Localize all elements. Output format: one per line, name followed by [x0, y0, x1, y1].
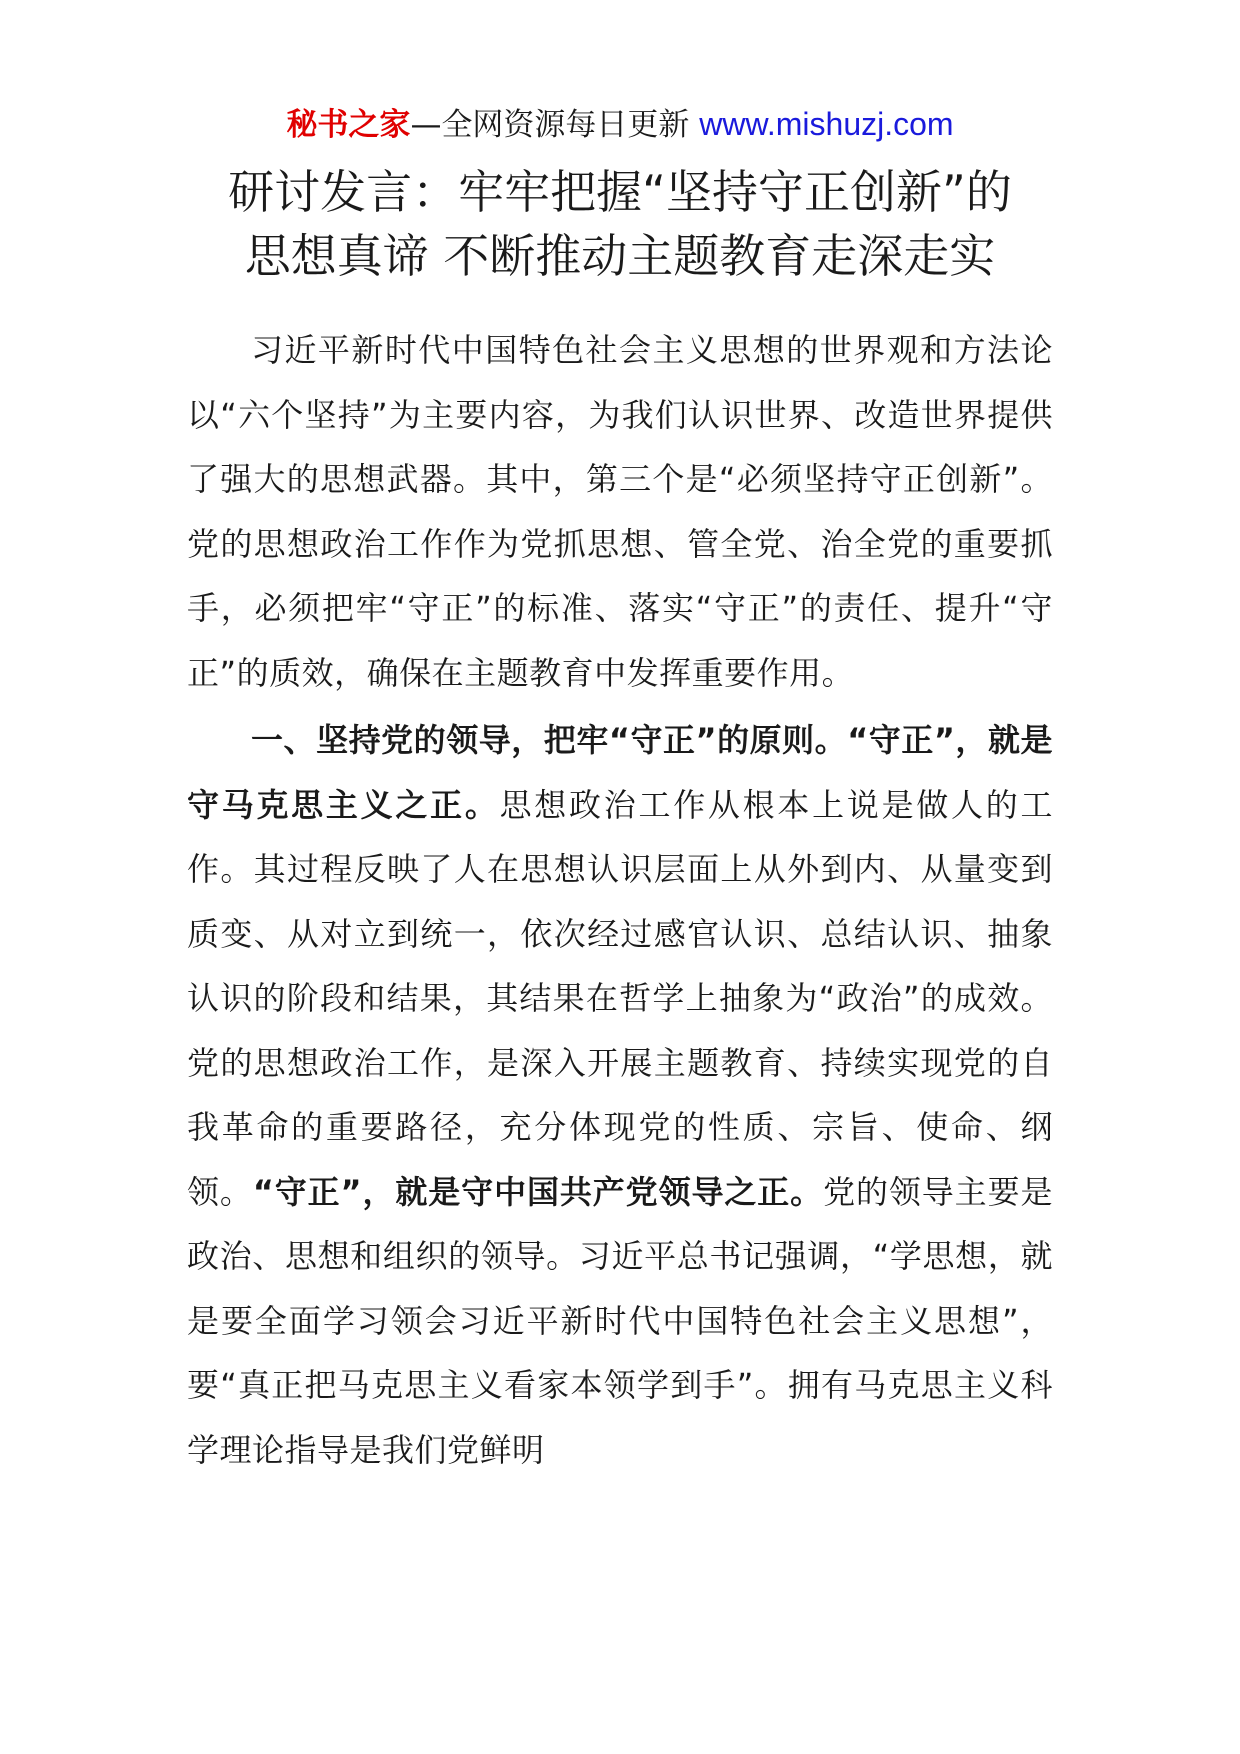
section-1-text-2: 党的领导主要是政治、思想和组织的领导。习近平总书记强调，“学思想，就是要全面学习领会习近平新时代中国特色社会主义思想”，要“真正把马克思主义看家本领学到手”。拥有马克思主义科学理论指导是我们党鲜明	[187, 1172, 1053, 1469]
section-1-heading: 一、坚持党的领导，把牢“守正”的原则。“守正”，就是守马克思主义之正。	[187, 721, 1053, 824]
paragraph-section-1	[187, 708, 1053, 1482]
site-header	[0, 100, 1240, 149]
title-line-2: 思想真谛 不断推动主题教育走深走实	[244, 229, 996, 283]
brand-name: 秘书之家	[286, 107, 411, 143]
paragraph-intro: 习近平新时代中国特色社会主义思想的世界观和方法论以“六个坚持”为主要内容，为我们认识世界、改造世界提供了强大的思想武器。其中，第三个是“必须坚持守正创新”。党的思想政治工作作为党抓思想、管全党、治全党的重要抓手，必须把牢“守正”的标准、落实“守正”的责任、提升“守正”的质效，确保在主题教育中发挥重要作用。	[187, 331, 1053, 692]
header-tagline: —全网资源每日更新	[410, 107, 690, 143]
site-url-link[interactable]: www.mishuzj.com	[699, 106, 954, 142]
document-body	[187, 318, 1053, 1482]
section-1-bold-2: “守正”，就是守中国共产党领导之正。	[252, 1172, 824, 1211]
section-1-text-1: 思想政治工作从根本上说是做人的工作。其过程反映了人在思想认识层面上从外到内、从量变到质变、从对立到统一，依次经过感官认识、总结认识、抽象认识的阶段和结果，其结果在哲学上抽象为“政治”的成效。党的思想政治工作，是深入开展主题教育、持续实现党的自我革命的重要路径，充分体现党的性质、宗旨、使命、纲领。	[187, 785, 1053, 1211]
title-line-1: 研讨发言：牢牢把握“坚持守正创新”的	[228, 165, 1012, 219]
document-title	[0, 160, 1240, 288]
